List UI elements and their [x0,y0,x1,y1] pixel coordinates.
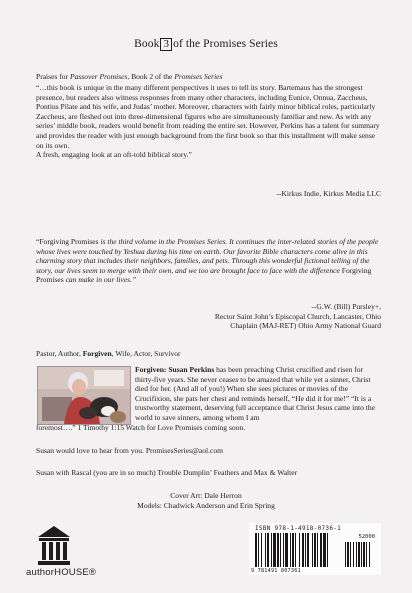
roles-forgiven: Forgiven [82,349,112,358]
praise-series: Promises Series [174,72,223,81]
barcode-digits: 9 781491 807361 [251,568,301,574]
praise-lead: Praises for [36,72,70,81]
author-roles [36,349,381,359]
author-bio [135,365,382,423]
price-code: 52000 [358,534,375,540]
series-title-suffix: of the Promises Series [173,38,278,50]
bio-text: has been preaching Christ crucified and risen for thirty-five years. She never ceases to be amazed that while yet a sinner, Christ died for her. (And all of you!) When she sees pictures or movies of the Crucifixion, she pats her chest and reminds herself, “He did it for me!” “It is a trustworthy statement, deserving full acceptance that Christ Jesus came into the world to save sinners, among whom I am [135,365,375,422]
book-number-box: 3 [160,38,172,51]
series-title [0,38,412,51]
praise-book-title: Passover Promises [69,72,128,81]
quote2-end: can make in our lives.” [65,275,137,285]
quote2-body: is the third volume in the Promises Series. It continues the inter-related stories of the people whose lives were touched by Yeshua during his time on earth. Our favorite Bible characters come alive in this charming story that includes their neighbors, families, and pets. Through this wonderful fictional telling of the story, our lives seem to merge with their own, and we too are brought face to face with the difference [36,237,379,275]
attr-line-1: --G.W. (Bill) Pursley+, [311,302,381,311]
isbn-barcode [249,523,381,575]
attr-line-3: Chaplain (MAJ-RET) Ohio Army National Guard [230,321,381,331]
pursley-quote [36,237,381,285]
praise-mid: , Book 2 of the [127,72,175,81]
credits [0,491,412,511]
attr-line-2: Rector Saint John’s Episcopal Church, Lancaster, Ohio [214,311,381,321]
series-title-prefix: Book [134,38,160,50]
quote2-title: Forgiving Promises [36,265,372,285]
quote2-open: “Forgiving Promises [36,237,101,246]
kirkus-review [36,83,381,160]
models-credit: Models: Chadwick Anderson and Erin Spring [137,500,275,510]
kirkus-attribution: --Kirkus Indie, Kirkus Media LLC [276,189,381,198]
roles-c: , Wife, Actor, Survivor [111,349,181,358]
praise-heading [36,72,381,82]
isbn-text: ISBN 978-1-4918-0736-1 [255,525,342,532]
photo-caption: Susan with Rascal (you are in so much) Trouble Dumplin’ Feathers and Max & Walter [36,468,298,477]
cover-art-credit: Cover Art: Dale Herron [170,491,242,500]
pursley-attribution [36,302,381,331]
author-contact: Susan would love to hear from you. PromisesSeries@aol.com [36,446,223,455]
author-photo [37,366,131,425]
kirkus-close: A fresh, engaging look at an oft-told biblical story.” [36,150,192,160]
publisher-name: authorHOUSE® [26,567,97,578]
kirkus-text: “…this book is unique in the many different perspectives it uses to tell its story. Bartemaus has the strongest presence, but readers also witness responses from many other characters, including Eunice, Onnua, Zaccheus, Pontius Pilate and his wife, and Judas’ mother. Moreover, characters with fairly minor biblical roles, particularly Zaccheus, are fleshed out into three-dimensional figures who are simultaneously familiar and new. As with any series’ middle book, readers would benefit from reading the entire set. However, Perkins has a talent for summary and provides the reader with just enough background from the first book so that this installment will make sense on its own. [36,83,380,150]
author-bio-tail: foremost….” 1 Timothy 1:15 Watch for Love Promises coming soon. [36,423,246,432]
bio-name: Forgiven: Susan Perkins [135,365,215,374]
roles-a: Pastor, Author, [36,349,83,358]
